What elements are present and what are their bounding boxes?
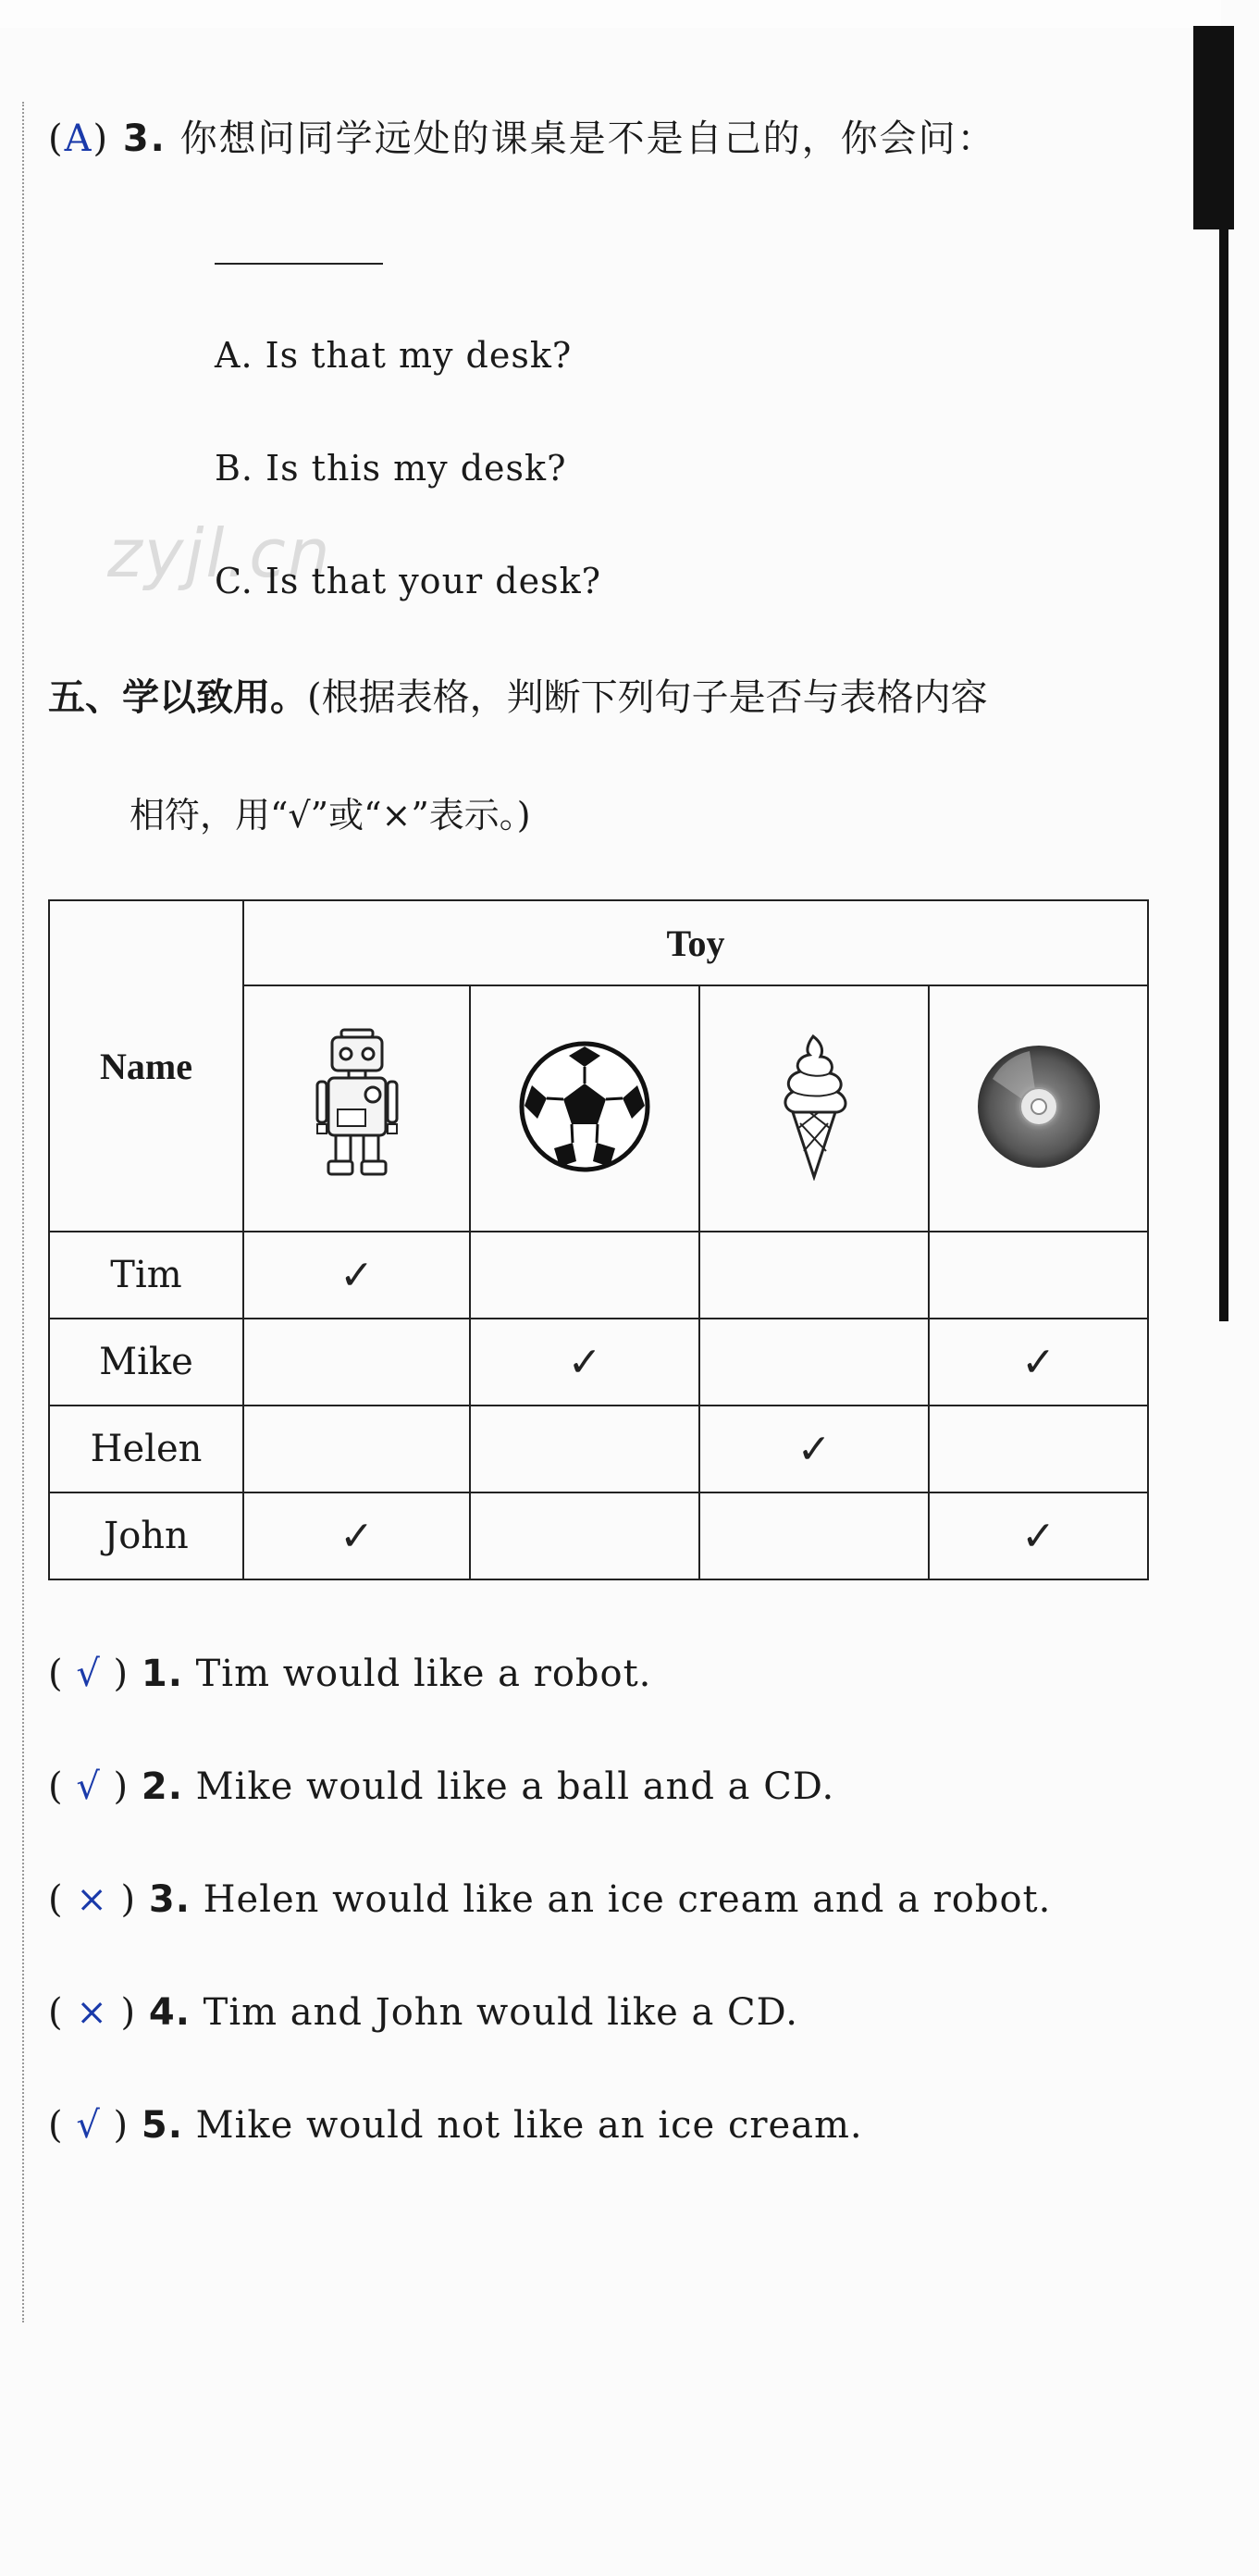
check-mark: ✓ <box>699 1406 929 1492</box>
check-mark: ✓ <box>929 1319 1148 1406</box>
question-3-answer: A <box>64 118 93 160</box>
soccer-ball-icon <box>517 1039 652 1174</box>
check-mark: ✓ <box>243 1492 470 1579</box>
check-mark <box>929 1406 1148 1492</box>
statement-4: ( × ) 4. Tim and John would like a CD. <box>48 1991 798 2034</box>
check-mark <box>699 1232 929 1319</box>
toy-header: Toy <box>243 900 1148 985</box>
binding-spine <box>1193 26 1234 229</box>
page-top-edge <box>0 0 1221 28</box>
statement-1: ( √ ) 1. Tim would like a robot. <box>48 1653 652 1695</box>
section-5-instruction-2: 相符，用“√”或“×”表示。) <box>130 795 531 836</box>
ice-cream-icon <box>772 1033 856 1181</box>
check-mark <box>243 1406 470 1492</box>
option-c: C. Is that your desk? <box>215 561 601 601</box>
statement-text: Helen would like an ice cream and a robot. <box>203 1878 1052 1921</box>
toy-table <box>48 899 1149 1580</box>
row-name: Mike <box>49 1319 243 1406</box>
check-mark <box>470 1492 699 1579</box>
check-mark: ✓ <box>470 1319 699 1406</box>
robot-icon <box>315 1028 399 1185</box>
section-5-instruction-1: (根据表格，判断下列句子是否与表格内容 <box>307 676 988 719</box>
question-3: (A) 3. 你想问同学远处的课桌是不是自己的，你会问： <box>48 118 996 160</box>
table-row-tim <box>49 1232 1148 1319</box>
margin-dotted-line <box>22 102 24 2322</box>
statement-mark: √ <box>76 2104 101 2147</box>
row-name: Helen <box>49 1406 243 1492</box>
statement-number: 1. <box>141 1653 183 1695</box>
check-mark <box>699 1319 929 1406</box>
option-b: B. Is this my desk? <box>215 448 567 489</box>
statement-mark: √ <box>76 1765 101 1808</box>
statement-5: ( √ ) 5. Mike would not like an ice cream. <box>48 2104 863 2147</box>
robot-cell <box>243 985 470 1232</box>
check-mark: ✓ <box>243 1232 470 1319</box>
check-mark <box>699 1492 929 1579</box>
option-a: A. Is that my desk? <box>215 335 573 376</box>
table-row-john <box>49 1492 1148 1579</box>
check-mark <box>929 1232 1148 1319</box>
cd-icon <box>974 1042 1104 1171</box>
statement-text: Tim and John would like a CD. <box>203 1991 798 2034</box>
row-name: Tim <box>49 1232 243 1319</box>
statement-number: 3. <box>148 1878 191 1921</box>
statement-mark: × <box>76 1878 108 1921</box>
check-mark <box>470 1406 699 1492</box>
statement-mark: × <box>76 1991 108 2034</box>
binding-spine-edge <box>1219 229 1228 1321</box>
watermark: zyjl.cn <box>107 514 332 592</box>
question-3-number: 3. <box>122 118 167 160</box>
answer-blank <box>215 263 383 265</box>
ball-cell <box>470 985 699 1232</box>
row-name: John <box>49 1492 243 1579</box>
statement-number: 4. <box>148 1991 191 2034</box>
statement-2: ( √ ) 2. Mike would like a ball and a CD. <box>48 1765 835 1808</box>
statement-text: Mike would not like an ice cream. <box>195 2104 863 2147</box>
check-mark <box>243 1319 470 1406</box>
statement-text: Mike would like a ball and a CD. <box>195 1765 835 1808</box>
table-row-mike <box>49 1319 1148 1406</box>
statement-mark: √ <box>76 1653 101 1695</box>
check-mark <box>470 1232 699 1319</box>
ice-cream-cell <box>699 985 929 1232</box>
cd-cell <box>929 985 1148 1232</box>
statement-number: 5. <box>141 2104 183 2147</box>
section-5-heading: 五、学以致用。 <box>48 676 307 719</box>
statement-number: 2. <box>141 1765 183 1808</box>
table-row-helen <box>49 1406 1148 1492</box>
statement-text: Tim would like a robot. <box>195 1653 652 1695</box>
question-3-prompt: 你想问同学远处的课桌是不是自己的，你会问： <box>179 118 996 160</box>
check-mark: ✓ <box>929 1492 1148 1579</box>
statement-3: ( × ) 3. Helen would like an ice cream and a robot. <box>48 1878 1052 1921</box>
name-header: Name <box>49 900 243 1232</box>
section-5-title <box>48 668 988 721</box>
